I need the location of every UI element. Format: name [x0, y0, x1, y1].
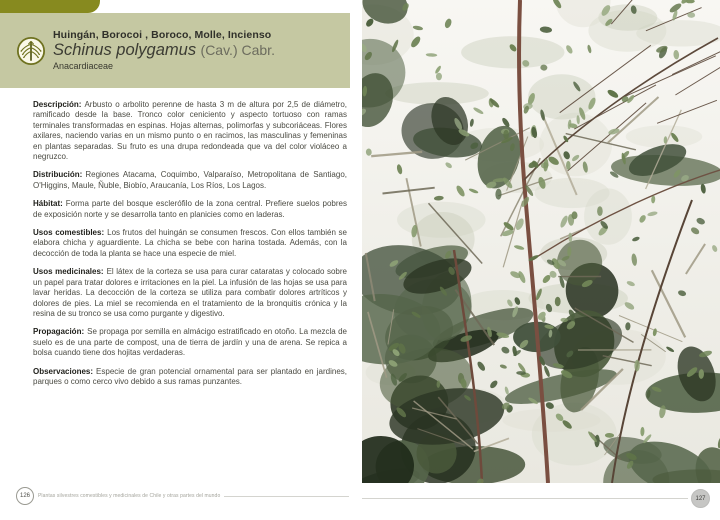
- section-text: Especie de gran potencial ornamental para ser plantado en jardines, parques o como cerco vivo debido a sus ramas punzantes.: [33, 366, 347, 386]
- family-name: Anacardiaceae: [53, 61, 114, 72]
- footer-rule-right: [362, 498, 688, 499]
- section-usos-medicinales: [33, 267, 347, 319]
- section-descripcion: [33, 100, 347, 162]
- scientific-name-line: [53, 42, 275, 59]
- section-label: Usos medicinales:: [33, 267, 104, 277]
- section-text: Arbusto o arbolito perenne de hasta 3 m de altura por 2,5 de diámetro, ramificado desde la base. Tronco color ceniciento y aspecto tortuoso con ramas terminales transformadas en espinas. Hojas alternas, polimorfas y subcoriáceas. Flores axilares, naciendo varias en un mismo punto o en racimos, las masculinas y femeninas en plantas separadas. Su fruto es una drupa redondeada que va del color violáceo a negruzco.: [33, 100, 347, 162]
- plant-photo: [362, 0, 720, 483]
- author-citation: (Cav.) Cabr.: [200, 42, 275, 59]
- section-usos-comestibles: [33, 228, 347, 259]
- section-text: Se propaga por semilla en almácigo estratificado en otoño. La mezcla de suelo es de una parte de compost, una de tierra de jardín y una de arena. Se repica a bolsa cuando tiene dos hojitas verdaderas.: [33, 327, 347, 358]
- common-names: Huingán, Borocoi , Boroco, Molle, Incienso: [53, 28, 272, 41]
- page-number-left: 126: [16, 487, 34, 505]
- tree-icon: [16, 36, 46, 66]
- section-text: Regiones Atacama, Coquimbo, Valparaíso, Metropolitana de Santiago, O'Higgins, Maule, Ñuble, Biobío, Araucanía, Los Ríos, Los Lagos.: [33, 170, 347, 190]
- section-label: Hábitat:: [33, 199, 63, 209]
- page-number-right: 127: [691, 489, 710, 508]
- footer-left: [16, 487, 349, 505]
- page-corner-tab: [0, 0, 100, 13]
- section-label: Observaciones:: [33, 366, 94, 376]
- section-observaciones: [33, 367, 347, 388]
- section-text: Forma parte del bosque esclerófilo de la zona central. Prefiere suelos pobres de exposición norte y se desarrolla tanto en planicies como en laderas.: [33, 199, 347, 219]
- section-text: El látex de la corteza se usa para curar cataratas y colocado sobre un papel para tratar dolores e irritaciones en la piel. La infusión de las hojas se usa para lavar heridas. La decocción de la corteza se utiliza para combatir dolores artríticos y dolores de pies. La miel se recomienda en el tratamiento de la bronquitis crónica y la resina de su tronco se usa como purgante y digestivo.: [33, 267, 347, 318]
- footer-rule-left: [224, 496, 349, 497]
- section-text: Los frutos del huingán se consumen frescos. Con ellos también se elabora chicha y aguardiente. La chicha se bebe con harina tostada. Además, con la decocción de toda la planta se hace una especie de miel.: [33, 228, 348, 258]
- species-description-sections: [33, 100, 347, 395]
- section-label: Distribución:: [33, 170, 83, 180]
- book-title-footer: Plantas silvestres comestibles y medicinales de Chile y otras partes del mundo: [38, 493, 221, 499]
- species-titles: [53, 30, 275, 72]
- scientific-name: Schinus polygamus: [53, 41, 197, 60]
- species-header: [0, 13, 350, 88]
- section-label: Usos comestibles:: [33, 228, 105, 238]
- section-label: Propagación:: [33, 327, 85, 337]
- section-propagacion: [33, 327, 347, 358]
- section-distribucion: [33, 170, 347, 191]
- section-habitat: [33, 199, 347, 220]
- section-label: Descripción:: [33, 100, 82, 109]
- footer-right: [362, 489, 710, 508]
